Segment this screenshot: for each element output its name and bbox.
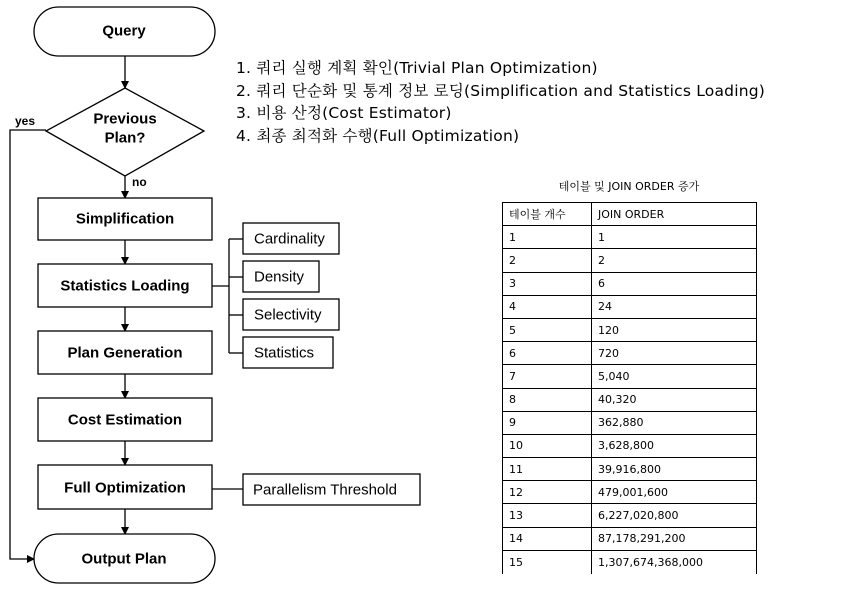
table-row xyxy=(503,504,757,527)
statistics-loading-label: Statistics Loading xyxy=(60,277,190,295)
table-count-cell: 14 xyxy=(503,527,592,550)
column-header-join-order: JOIN ORDER xyxy=(592,203,757,226)
step-item: 3. 비용 산정(Cost Estimator) xyxy=(236,104,452,122)
table-row xyxy=(503,249,757,272)
join-order-cell: 3,628,800 xyxy=(592,434,757,457)
column-header-table-count: 테이블 개수 xyxy=(503,203,592,226)
table-count-cell: 10 xyxy=(503,434,592,457)
table-count-cell: 13 xyxy=(503,504,592,527)
cardinality-label: Cardinality xyxy=(254,230,325,248)
table-row xyxy=(503,295,757,318)
parallelism-threshold-label: Parallelism Threshold xyxy=(253,481,397,499)
join-order-cell: 1 xyxy=(592,226,757,249)
table-count-cell: 15 xyxy=(503,550,592,573)
selectivity-label: Selectivity xyxy=(254,306,322,324)
table-row xyxy=(503,411,757,434)
statistics-label: Statistics xyxy=(254,344,315,362)
output-plan-label: Output Plan xyxy=(81,550,167,568)
table-header-row xyxy=(503,203,757,226)
query-label: Query xyxy=(102,22,146,40)
join-order-cell: 39,916,800 xyxy=(592,458,757,481)
table-count-cell: 5 xyxy=(503,318,592,341)
table-row xyxy=(503,365,757,388)
table-count-cell: 2 xyxy=(503,249,592,272)
table-row xyxy=(503,226,757,249)
table-row xyxy=(503,458,757,481)
join-order-table xyxy=(502,202,757,574)
table-caption: 테이블 및 JOIN ORDER 증가 xyxy=(558,180,700,193)
join-order-cell: 6 xyxy=(592,272,757,295)
join-order-cell: 362,880 xyxy=(592,411,757,434)
table-count-cell: 4 xyxy=(503,295,592,318)
table-count-cell: 1 xyxy=(503,226,592,249)
join-order-cell: 120 xyxy=(592,318,757,341)
density-label: Density xyxy=(254,268,305,286)
optimization-steps-list xyxy=(236,57,765,147)
join-order-cell: 479,001,600 xyxy=(592,481,757,504)
table-row xyxy=(503,434,757,457)
join-order-cell: 720 xyxy=(592,342,757,365)
table-count-cell: 3 xyxy=(503,272,592,295)
table-count-cell: 8 xyxy=(503,388,592,411)
join-order-cell: 87,178,291,200 xyxy=(592,527,757,550)
previous-plan-label-line2: Plan? xyxy=(104,129,146,147)
join-order-cell: 2 xyxy=(592,249,757,272)
table-count-cell: 9 xyxy=(503,411,592,434)
table-row xyxy=(503,318,757,341)
simplification-label: Simplification xyxy=(75,210,175,228)
join-order-table-body xyxy=(503,226,757,574)
full-optimization-label: Full Optimization xyxy=(64,479,186,497)
table-count-cell: 6 xyxy=(503,342,592,365)
join-order-cell: 40,320 xyxy=(592,388,757,411)
join-order-cell: 1,307,674,368,000 xyxy=(592,550,757,573)
step-item: 2. 쿼리 단순화 및 통계 정보 로딩(Simplification and Statistics Loading) xyxy=(236,81,766,100)
yes-edge-label: yes xyxy=(15,114,36,128)
table-row xyxy=(503,481,757,504)
no-edge-label: no xyxy=(132,175,147,189)
table-row xyxy=(503,550,757,573)
table-row xyxy=(503,342,757,365)
table-count-cell: 11 xyxy=(503,458,592,481)
table-count-cell: 12 xyxy=(503,481,592,504)
join-order-cell: 6,227,020,800 xyxy=(592,504,757,527)
table-count-cell: 7 xyxy=(503,365,592,388)
join-order-cell: 5,040 xyxy=(592,365,757,388)
plan-generation-label: Plan Generation xyxy=(67,344,183,362)
cost-estimation-label: Cost Estimation xyxy=(67,411,183,429)
join-order-cell: 24 xyxy=(592,295,757,318)
table-row xyxy=(503,272,757,295)
step-item: 4. 최종 최적화 수행(Full Optimization) xyxy=(236,126,520,145)
table-row xyxy=(503,388,757,411)
step-item: 1. 쿼리 실행 계획 확인(Trivial Plan Optimization) xyxy=(236,59,598,77)
table-row xyxy=(503,527,757,550)
previous-plan-label-line1: Previous xyxy=(93,110,157,128)
